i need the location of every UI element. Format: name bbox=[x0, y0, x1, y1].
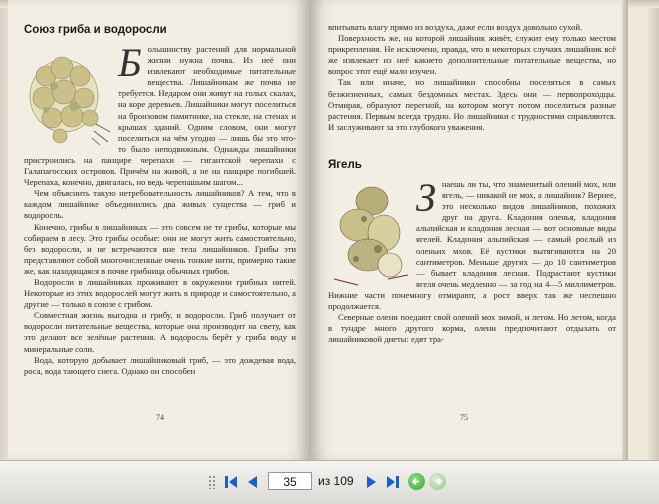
section-gap bbox=[328, 133, 616, 153]
left-paragraph: Совместная жизнь выгодна и грибу, и водоросли. Гриб получает от водоросли питательные вещества, которые она производит на свету, как это делают все зелёные растения. А водоросль берёт у гриба воду и минеральные соли. bbox=[24, 310, 296, 354]
right-paragraph: впитывать влагу прямо из воздуха, даже если воздух довольно сухой. bbox=[328, 22, 583, 32]
left-paragraph: Водоросли в лишайниках проживают в окружении грибных нитей. Некоторые из этих водорослей могут жить в природе и самостоятельно, а другие — только в союзе с грибом. bbox=[24, 276, 296, 310]
right-paragraph: Поверхность же, на которой лишайник живёт, служит ему только местом прикрепления. Не исключено, правда, что в некоторых случаях лишайник всё же извлекает из неё какието дополнительные питательные вещества, но вопрос этот ещё мало изучен. bbox=[328, 33, 616, 77]
navigation-toolbar bbox=[0, 460, 659, 504]
right-paragraph: Так или иначе, но лишайники способны поселяться в самых безжизненных, самых бездомных местах. Здесь они — первопроходцы. Отмирая, образуют перегной, на котором могут потом поселиться разные растения. Первым всегда трудно. Но лишайники с трудностями справляются. И заслуживают за это глубокого уважения. bbox=[328, 77, 616, 132]
previous-page-icon bbox=[245, 474, 261, 490]
right-page bbox=[310, 0, 628, 460]
toolbar-grip[interactable] bbox=[208, 475, 216, 489]
next-page-button[interactable] bbox=[362, 473, 380, 491]
right-page-number: 75 bbox=[460, 413, 468, 422]
left-paragraph: Конечно, грибы в лишайниках — это совсем не те грибы, которые мы собираем в лесу. Это грибы особые: они не могут жить самостоятельно, без водоросли, и не встречаются вне тела лишайников. Грибы эти представляют собой многочисленные очень тонкие нити, примерно такие же, как находящаяся в почве грибница обычных грибов. bbox=[24, 221, 296, 276]
page-count-label: из 109 bbox=[318, 474, 354, 488]
left-paragraph: Вода, которую добывает лишайниковый гриб, — это дождевая вода, роса, вода тающего снега. Однако он способен bbox=[24, 354, 296, 376]
left-page bbox=[8, 0, 310, 460]
last-page-icon bbox=[385, 474, 401, 490]
back-icon bbox=[408, 477, 425, 494]
left-page-number: 74 bbox=[156, 413, 164, 422]
left-heading: Союз гриба и водоросли bbox=[24, 24, 167, 36]
first-page-icon bbox=[223, 474, 239, 490]
last-page-button[interactable] bbox=[384, 473, 402, 491]
back-button[interactable] bbox=[408, 473, 425, 490]
right-dropcap: З bbox=[416, 174, 436, 220]
reindeer-moss-illustration bbox=[328, 179, 410, 287]
left-paragraph: ольшинству растений для нормальной жизни нужна почва. Из неё они извлекают необходимые питательные вещества. Лишайникам же почва не требуется. Недаром они живут на голых скалах, на коре деревьев. Лишайники могут поселиться на бронзовом памятнике, на стекле, на стенах и крышах зданий. Одним словом, они могут поселиться на чём угодно — лишь бы это что-то было неподвижным. Однажды лишайники пристроились на панцире черепахи — гигантской черепахи с Галапагосских островов. Причём на живой, а не на панцире погибшей. Черепаха, конечно, двигалась, но ведь черепашьим шагом... bbox=[24, 44, 296, 188]
right-heading: Ягель bbox=[328, 158, 362, 171]
forward-icon bbox=[429, 477, 446, 494]
forward-button[interactable] bbox=[429, 473, 446, 490]
lichen-illustration bbox=[24, 46, 112, 146]
page-number-input[interactable]: 35 bbox=[268, 472, 312, 490]
right-paragraph: Северные олени поедают свой олений мох зимой, и летом. Но летом, когда в тундре много другого корма, олени предпочитают отдыхать от лишайниковой диеты: едят тра- bbox=[328, 312, 616, 345]
previous-page-button[interactable] bbox=[244, 473, 262, 491]
right-paragraph: наешь ли ты, что знаменитый олений мох, или ягель, — никакой не мох, а лишайник? Вернее, это несколько видов лишайников, похожих друг на друга. Кладония оленья, кладония альпийская и кладония лесная — вот основные виды ягелей. Кладония альпийская — самый рослый из оленьих мхов. Её кустики вытягиваются на 20 сантиметров. Меньше других — до 10 сантиметров — бывает кладония лесная. Подрастают кустики ягеля очень медленно — за год на 4—5 миллиметров. Нижние части понемногу отмирают, а рост вверх так же неспешно продолжается. bbox=[328, 178, 616, 311]
left-paragraph: Чем объяснить такую нетребовательность лишайников? А тем, что в каждом лишайнике объединились два живых существа — гриб и водоросль. bbox=[24, 188, 296, 221]
first-page-button[interactable] bbox=[222, 473, 240, 491]
left-dropcap: Б bbox=[118, 40, 142, 85]
next-page-icon bbox=[363, 474, 379, 490]
